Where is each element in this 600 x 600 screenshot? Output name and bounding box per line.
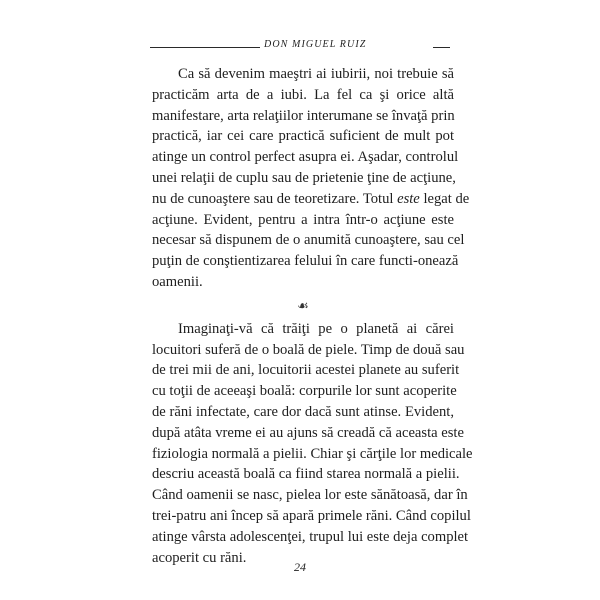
text-line: Ca să devenim maeştri ai iubirii, noi trebuie să <box>178 66 454 82</box>
paragraph-1 <box>152 64 470 293</box>
text-line: acţiune. Evident, pentru a intra într-o acţiune este <box>152 211 454 228</box>
text-line: de trei mii de ani, locuitorii acestei planete au suferit <box>152 362 460 379</box>
text-line: puţin de conştientizarea felului în care functi-onează <box>152 253 459 270</box>
header-rule-left <box>150 47 260 48</box>
text-line: practică, iar cei care practică suficient de mult pot <box>152 128 454 145</box>
text-line: atinge vârsta adolescenţei, trupul lui este deja complet <box>152 528 469 545</box>
text-segment: legat de <box>423 190 470 207</box>
text-segment: nu de cunoaştere sau de teoretizare. Totul <box>152 190 394 207</box>
text-line: de răni infectate, care dor dacă sunt atinse. Evident, <box>152 403 454 420</box>
running-title: DON MIGUEL RUIZ <box>264 39 367 50</box>
text-line: locuitori suferă de o boală de piele. Timp de două sau <box>152 341 465 358</box>
text-line: cu toţii de aceeaşi boală: corpurile lor sunt acoperite <box>152 383 457 400</box>
text-line: fiziologia normală a pielii. Chiar şi cărţile lor medicale <box>152 445 473 462</box>
page-number: 24 <box>294 560 306 574</box>
body-text <box>152 64 473 568</box>
text-line: atinge un control perfect asupra ei. Aşadar, controlul <box>152 149 459 166</box>
italic-word: este <box>397 190 420 207</box>
paragraph-2 <box>152 319 473 569</box>
text-line: necesar să dispunem de o anumită cunoaştere, sau cel <box>152 232 465 249</box>
text-line: Când oamenii se nasc, pielea lor este sănătoasă, dar în <box>152 487 468 504</box>
header-rule-right <box>433 47 450 48</box>
text-line <box>152 189 470 210</box>
text-line: acoperit cu răni. <box>152 549 247 566</box>
text-line: manifestare, arta relaţiilor interumane se învaţă prin <box>152 107 455 124</box>
section-ornament-icon: ☙ <box>297 297 309 313</box>
text-line: după atâta vreme ei au ajuns să creadă că aceasta este <box>152 424 464 441</box>
text-line: oamenii. <box>152 273 203 290</box>
text-line: Imaginaţi-vă că trăiţi pe o planetă ai cărei <box>178 320 454 337</box>
text-line: unei relaţii de cuplu sau de prietenie ţine de acţiune, <box>152 169 456 186</box>
running-header <box>150 38 450 58</box>
text-line: practicăm arta de a iubi. La fel ca şi orice altă <box>152 86 454 103</box>
text-line: trei-patru ani încep să apară primele răni. Când copilul <box>152 507 471 524</box>
text-line: descriu această boală ca fiind starea normală a pielii. <box>152 466 460 483</box>
